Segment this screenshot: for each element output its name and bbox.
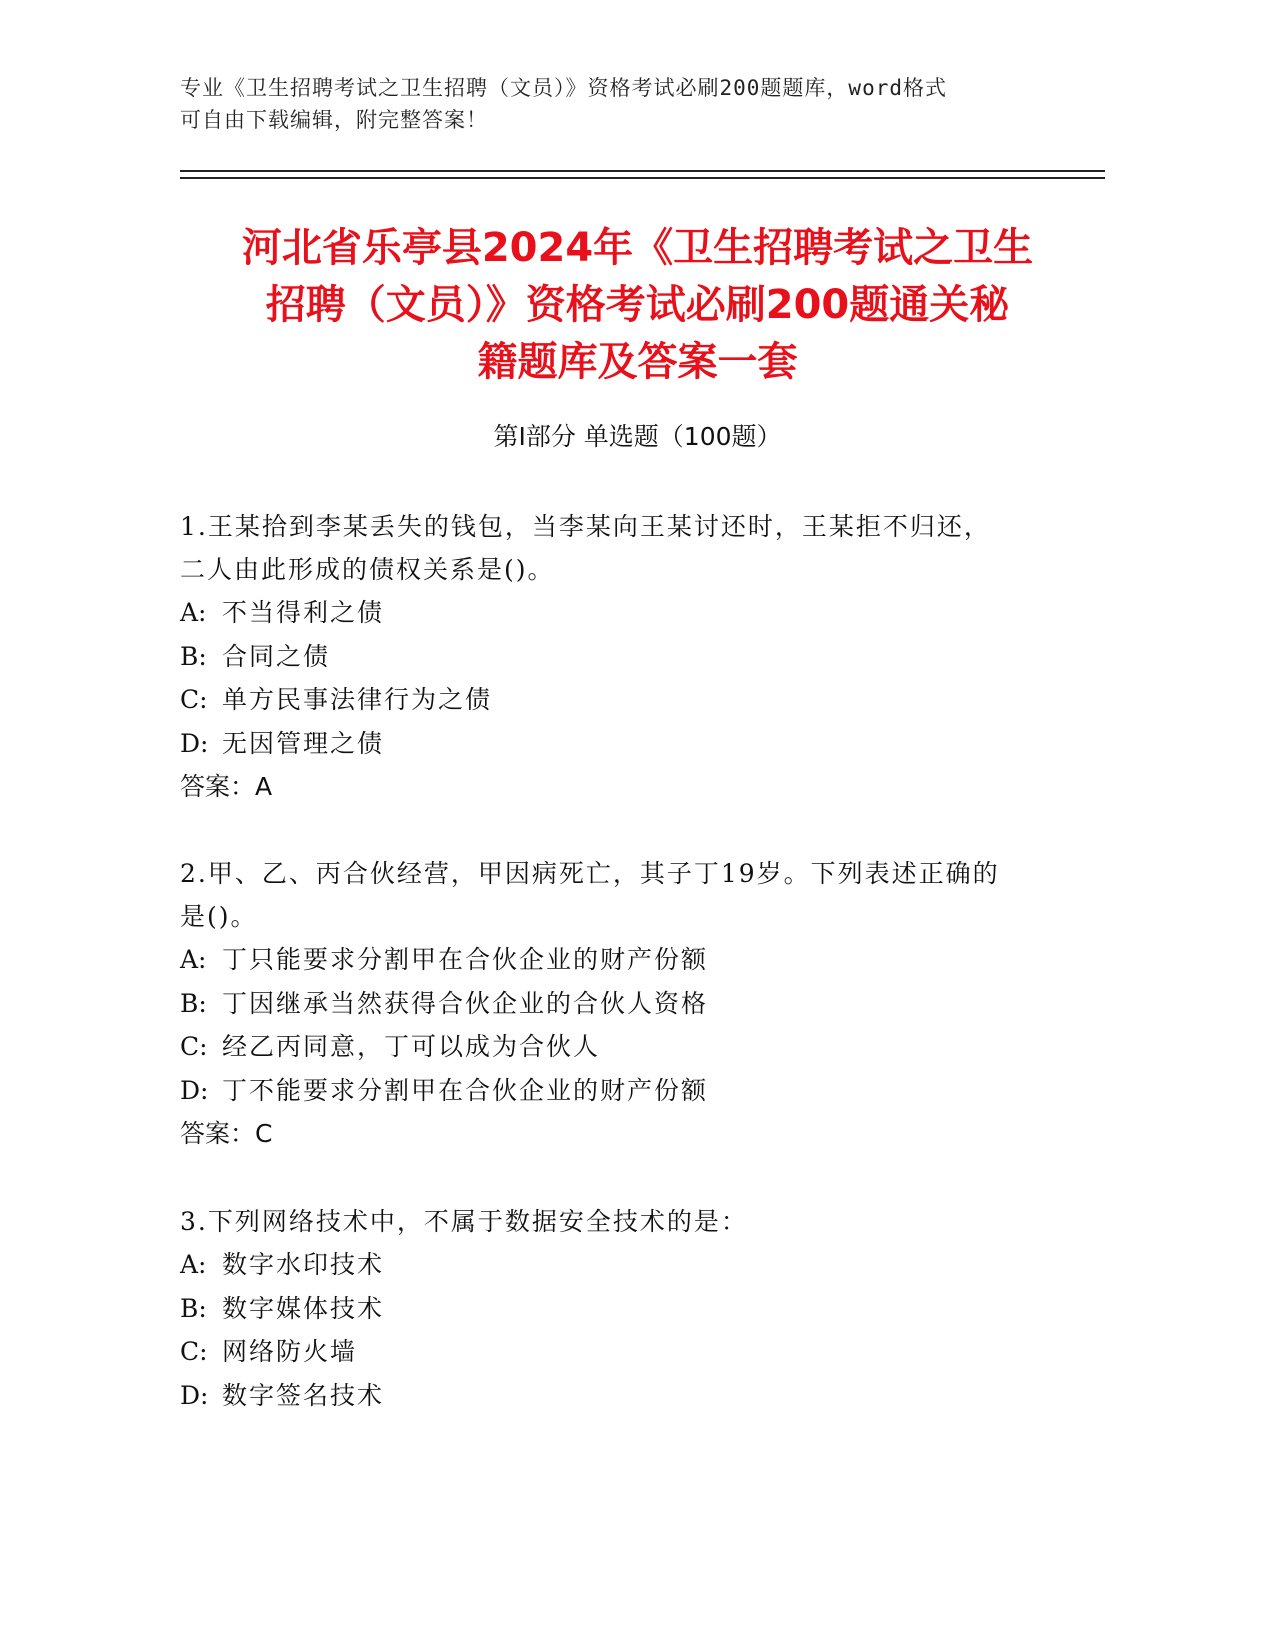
option-b	[180, 982, 1060, 1026]
option-key: C:	[180, 1032, 208, 1061]
question-stem-line-1: 2.甲、乙、丙合伙经营，甲因病死亡，其子丁19岁。下列表述正确的	[180, 859, 1000, 888]
document-title-line-3: 籍题库及答案一套	[477, 339, 798, 385]
question-stem-line-1: 3.下列网络技术中，不属于数据安全技术的是：	[180, 1207, 748, 1236]
document-title-line-2: 招聘（文员）》资格考试必刷200题通关秘	[265, 282, 1010, 328]
question-1	[180, 505, 1060, 809]
option-key: B:	[180, 1293, 207, 1323]
answer-line: 答案：A	[180, 772, 273, 801]
option-a	[180, 1243, 1060, 1287]
option-a	[180, 591, 1060, 635]
question-3	[180, 1200, 1060, 1417]
question-stem-line-2: 是()。	[180, 902, 258, 931]
question-stem	[180, 852, 1060, 938]
option-text: 经乙丙同意，丁可以成为合伙人	[222, 1032, 601, 1061]
option-key: A:	[180, 945, 207, 974]
option-c	[180, 1330, 1060, 1374]
question-stem-line-2: 二人由此形成的债权关系是()。	[180, 555, 555, 584]
option-key: A:	[180, 1250, 207, 1279]
option-key: D:	[180, 1075, 209, 1105]
question-2	[180, 852, 1060, 1156]
option-key: B:	[180, 988, 207, 1018]
document-title	[150, 220, 1125, 391]
option-text: 丁因继承当然获得合伙企业的合伙人资格	[222, 988, 709, 1018]
option-b	[180, 1287, 1060, 1331]
option-text: 数字签名技术	[222, 1380, 385, 1410]
option-key: C:	[180, 1337, 208, 1366]
option-text: 不当得利之债	[222, 598, 385, 627]
option-text: 单方民事法律行为之债	[222, 685, 493, 714]
option-text: 无因管理之债	[222, 728, 385, 758]
header-note-line-1: 专业《卫生招聘考试之卫生招聘（文员）》资格考试必刷200题题库，word格式	[180, 76, 947, 100]
header-divider-bottom	[180, 177, 1105, 179]
option-text: 数字水印技术	[222, 1250, 385, 1279]
option-c	[180, 1025, 1060, 1069]
question-stem	[180, 505, 1060, 591]
option-c	[180, 678, 1060, 722]
option-key: D:	[180, 1380, 209, 1410]
question-stem	[180, 1200, 1060, 1243]
option-b	[180, 635, 1060, 679]
answer-line: 答案：C	[180, 1119, 273, 1148]
header-note-line-2: 可自由下载编辑，附完整答案！	[180, 108, 488, 132]
option-d	[180, 1374, 1060, 1418]
option-text: 数字媒体技术	[222, 1293, 385, 1323]
option-text: 合同之债	[222, 641, 331, 671]
header-note	[180, 72, 1060, 136]
question-stem-line-1: 1.王某拾到李某丢失的钱包，当李某向王某讨还时，王某拒不归还，	[180, 512, 991, 541]
option-key: C:	[180, 685, 208, 714]
option-text: 丁不能要求分割甲在合伙企业的财产份额	[222, 1075, 709, 1105]
option-key: B:	[180, 641, 207, 671]
section-title: 第Ⅰ部分 单选题（100题）	[493, 422, 782, 451]
option-key: A:	[180, 598, 207, 627]
option-d	[180, 722, 1060, 766]
option-key: D:	[180, 728, 209, 758]
option-d	[180, 1069, 1060, 1113]
document-title-line-1: 河北省乐亭县2024年《卫生招聘考试之卫生	[241, 225, 1034, 271]
option-a	[180, 938, 1060, 982]
header-divider-top	[180, 170, 1105, 172]
option-text: 网络防火墙	[222, 1337, 358, 1366]
option-text: 丁只能要求分割甲在合伙企业的财产份额	[222, 945, 709, 974]
